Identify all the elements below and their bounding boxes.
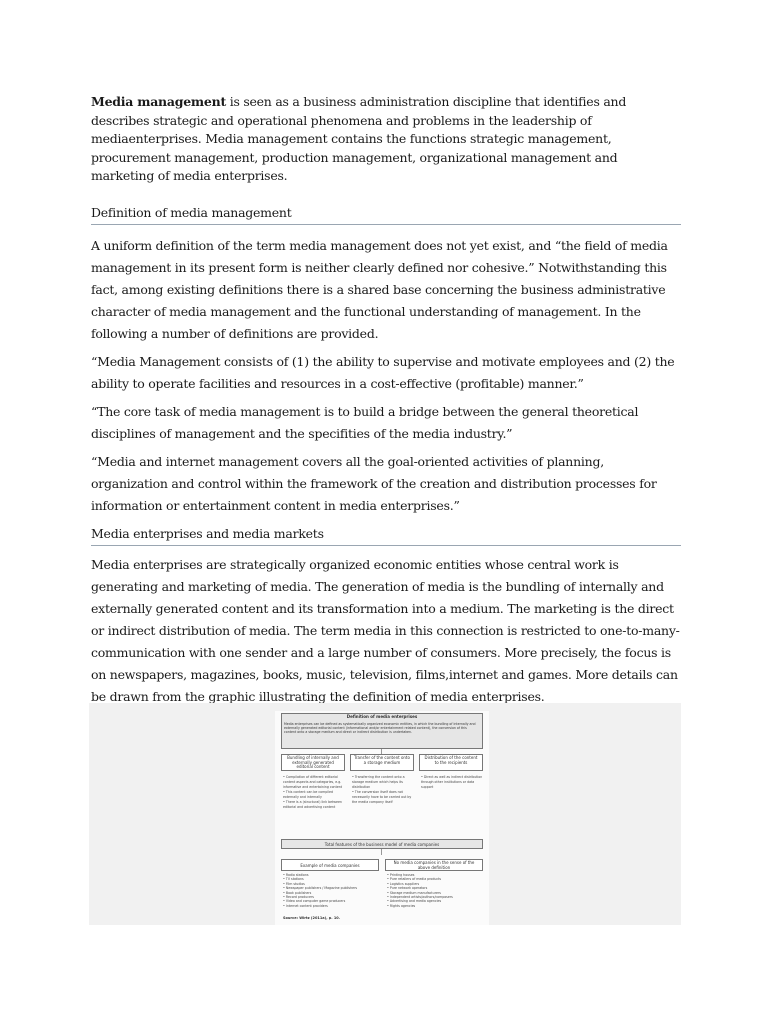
- column-header-transfer: Transfer of the content onto a storage medium: [350, 754, 414, 771]
- section-heading-definition: Definition of media management: [91, 204, 681, 225]
- list-item: • Compilation of different editorial content aspects and categories, e.g. informative and entertaining content: [283, 775, 345, 790]
- list-item: • Storage medium manufacturers: [387, 891, 483, 895]
- list-item: • This content can be compiled externally and internally: [283, 790, 345, 800]
- list-item: • Direct as well as indirect distribution through other institutions or data support: [421, 775, 483, 790]
- media-enterprises-diagram: [275, 711, 489, 925]
- list-item: • Pure retailers of media products: [387, 877, 483, 881]
- list-item: • Book publishers: [283, 891, 379, 895]
- list-item: • Record producers: [283, 895, 379, 899]
- list-item: • Pure network operators: [387, 886, 483, 890]
- list-item: • Independent artists/authors/composers: [387, 895, 483, 899]
- list-item: • TV stations: [283, 877, 379, 881]
- definition-box: [281, 713, 483, 749]
- intro-paragraph: [91, 93, 681, 186]
- section-heading-media-enterprises: Media enterprises and media markets: [91, 525, 681, 546]
- document-body: [91, 93, 681, 708]
- list-item: • Film studios: [283, 882, 379, 886]
- diagram-title: Definition of media enterprises: [346, 714, 418, 719]
- column-header-bundling: Bundling of internally and externally generated editorial content: [281, 754, 345, 771]
- non-media-companies-list: [387, 873, 483, 908]
- figure-background: [89, 703, 681, 925]
- list-item: • There is a (structural) link between editorial and advertising content: [283, 800, 345, 810]
- figure-source: Source: Wirtz (2011a), p. 10.: [283, 916, 341, 920]
- quote-1: “Media Management consists of (1) the ability to supervise and motivate employees and (2) the ability to operate facilities and resources in a cost-effective (profitable) manner.”: [91, 353, 675, 391]
- list-item: • Internet content providers: [283, 904, 379, 908]
- column-header-distribution: Distribution of the content to the recipients: [419, 754, 483, 771]
- quote-3: “Media and internet management covers all the goal-oriented activities of planning, organization and control within the framework of the creation and distribution processes for information or entertainment content in media enterprises.”: [91, 453, 657, 513]
- example-media-companies-header: Example of media companies: [281, 859, 379, 871]
- list-item: • Newspaper publishers / Magazine publishers: [283, 886, 379, 890]
- list-item: • Logistics suppliers: [387, 882, 483, 886]
- column-list-transfer: [352, 775, 414, 805]
- core-features-bar: Total features of the business model of media companies: [281, 839, 483, 849]
- column-list-distribution: [421, 775, 483, 790]
- list-item: • Printing houses: [387, 873, 483, 877]
- list-item: • Rights agencies: [387, 904, 483, 908]
- definition-paragraph: A uniform definition of the term media management does not yet exist, and “the field of media management in its present form is neither clearly defined nor cohesive.” Notwithstanding this fact, among existing definitions there is a shared base concerning the business administrative character of media management and the functional understanding of management. In the following a number of definitions are provided.: [91, 237, 668, 341]
- intro-text: is seen as a business administration discipline that identifies and describes strategic and operational phenomena and problems in the leadership of mediaenterprises. Media management contains the functions strategic management, procurement management, production management, organizational management and marketing of media enterprises.: [91, 94, 627, 183]
- column-list-bundling: [283, 775, 345, 810]
- media-enterprises-paragraph: Media enterprises are strategically organized economic entities whose central work is generating and marketing of media. The generation of media is the bundling of internally and externally generated content and its transformation into a medium. The marketing is the direct or indirect distribution of media. The term media in this connection is restricted to one-to-many-communication with one sender and a large number of consumers. More precisely, the focus is on newspapers, magazines, books, music, television, films,internet and games. More details can be drawn from the graphic illustrating the definition of media enterprises.: [91, 556, 680, 704]
- intro-lead: Media management: [91, 94, 226, 109]
- list-item: • The conversion itself does not necessarily have to be carried out by the media company itself: [352, 790, 414, 805]
- list-item: • Radio stations: [283, 873, 379, 877]
- non-media-companies-header: No media companies in the sense of the above definition: [385, 859, 483, 871]
- definition-text: Media enterprises can be defined as systematically organized economic entities, in which the bundling of internally and externally generated editorial content (informational and/or entertainment related content), the conversion of this content onto a storage medium and direct or indirect distribution is undertaken.: [284, 721, 476, 734]
- example-media-companies-list: [283, 873, 379, 908]
- connector-line: [381, 849, 382, 855]
- list-item: • Advertising and media agencies: [387, 899, 483, 903]
- list-item: • Video and computer game producers: [283, 899, 379, 903]
- list-item: • Transferring the content onto a storage medium which helps its distribution: [352, 775, 414, 790]
- quote-2: “The core task of media management is to build a bridge between the general theoretical disciplines of management and the specifities of the media industry.”: [91, 403, 639, 441]
